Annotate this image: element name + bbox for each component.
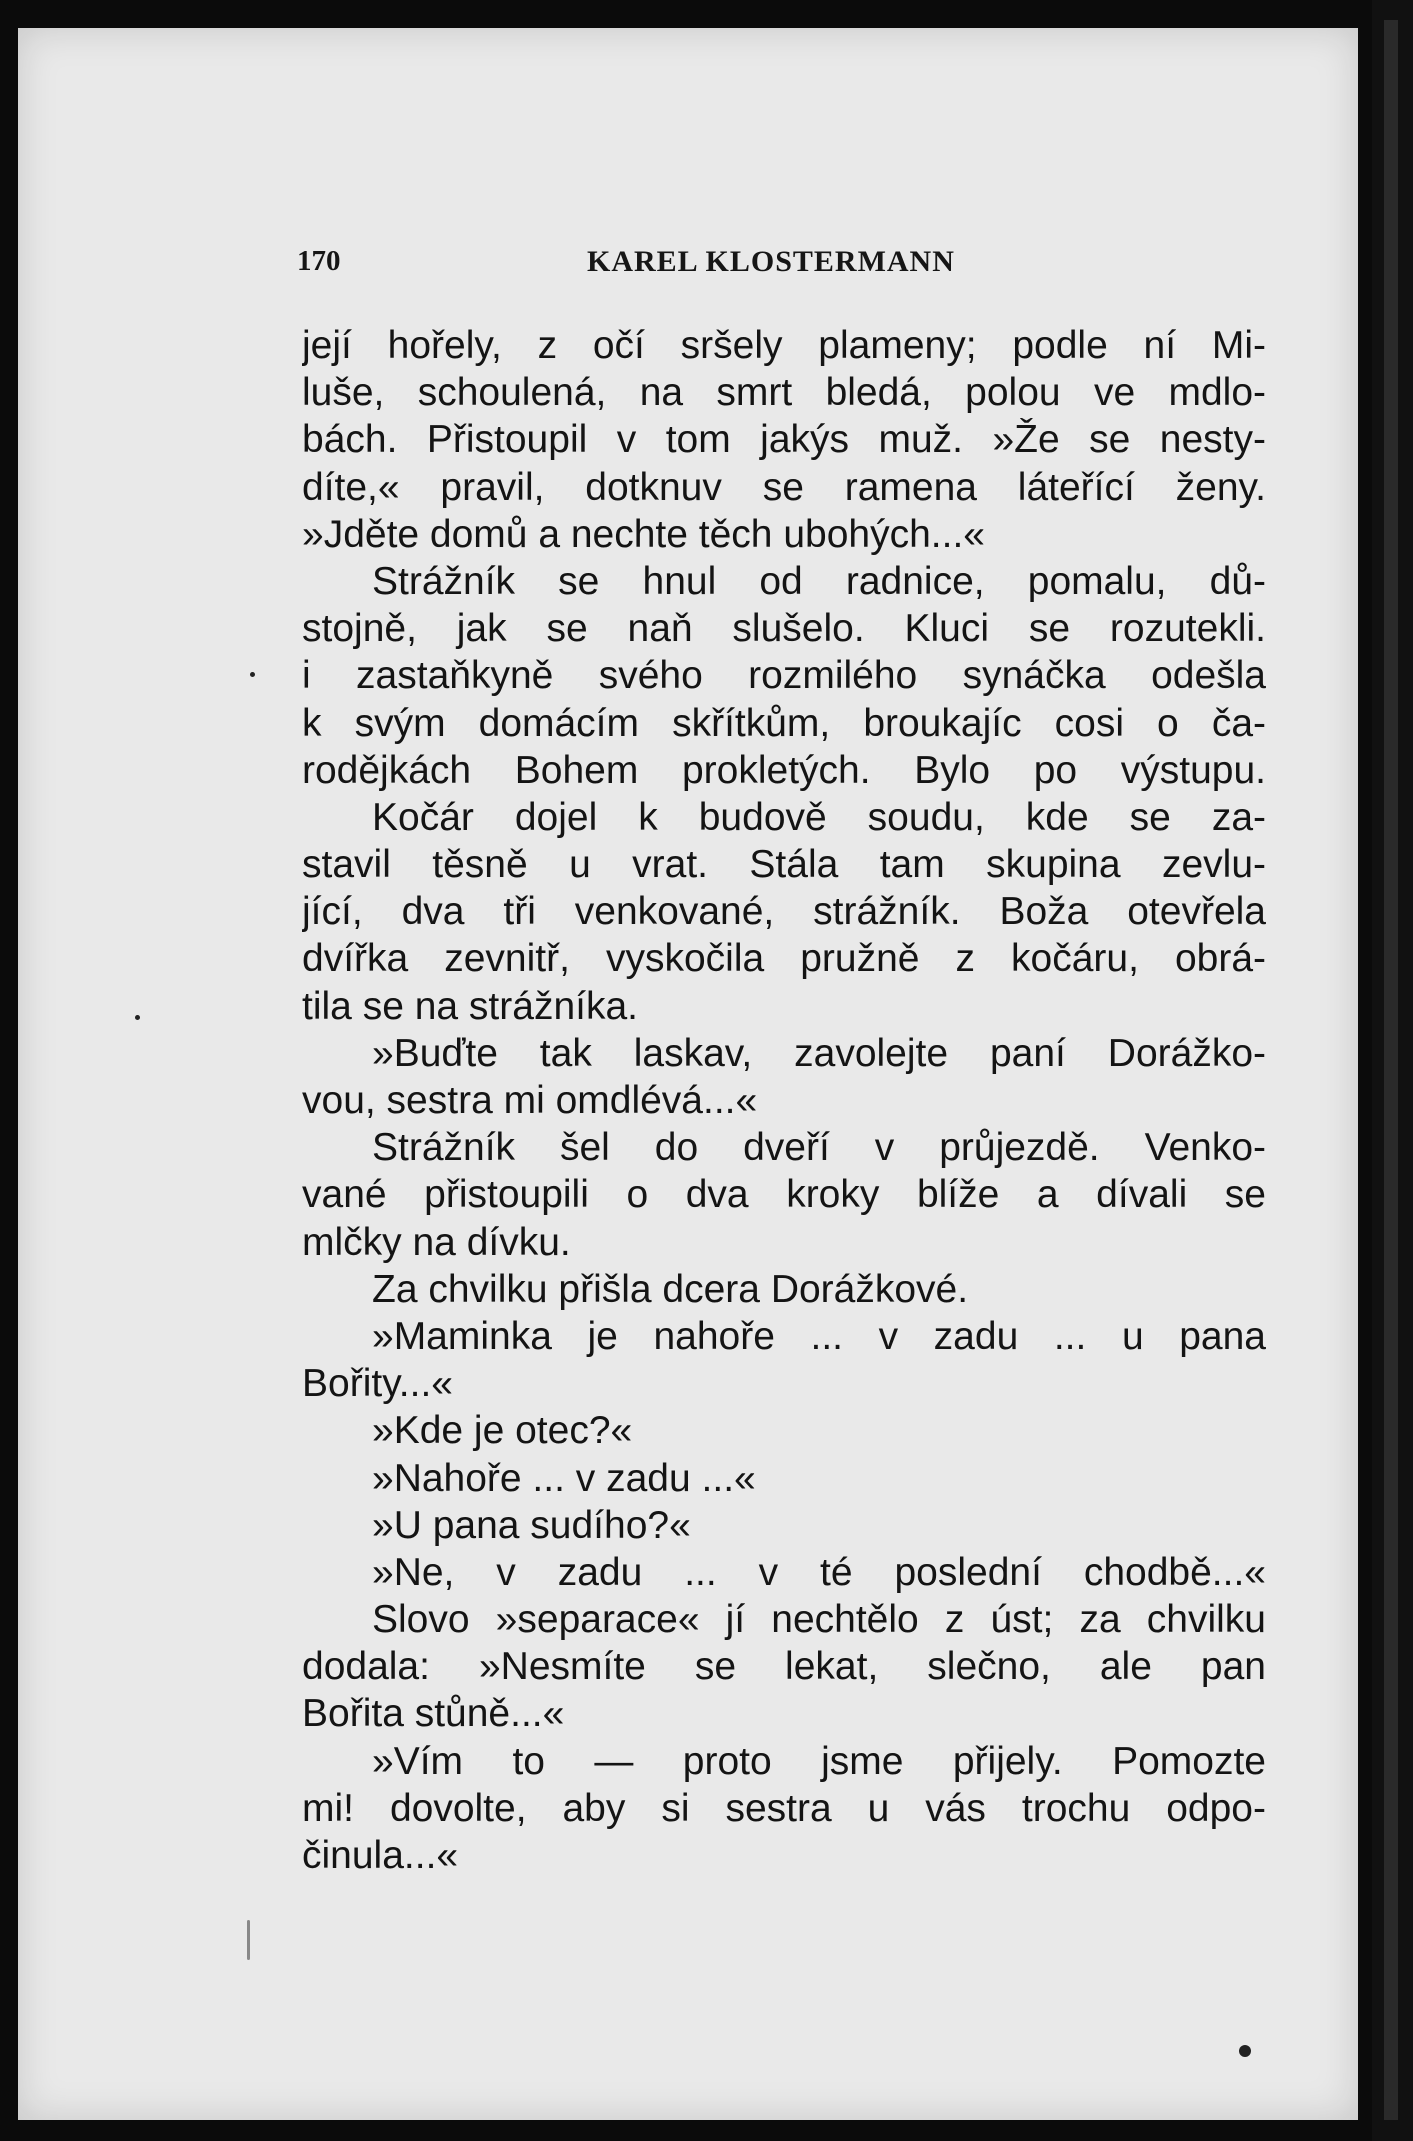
text-line: »Ne, v zadu ... v té poslední chodbě...« bbox=[372, 1550, 1266, 1594]
text-line: Bořity...« bbox=[302, 1362, 453, 1406]
text-line: Za chvilku přišla dcera Dorážkové. bbox=[372, 1267, 969, 1311]
body-text bbox=[302, 322, 1266, 1879]
speck-mark bbox=[135, 1015, 140, 1020]
text-line: »Maminka je nahoře ... v zadu ... u pana bbox=[372, 1314, 1266, 1358]
text-line: Slovo »separace« jí nechtělo z úst; za chvilku bbox=[372, 1598, 1266, 1642]
page-edge bbox=[1372, 0, 1413, 2141]
text-line: »Buďte tak laskav, zavolejte paní Dorážko- bbox=[372, 1031, 1266, 1075]
text-line: dodala: »Nesmíte se lekat, slečno, ale pan bbox=[302, 1645, 1266, 1689]
text-line: Strážník se hnul od radnice, pomalu, dů- bbox=[372, 559, 1266, 603]
text-line: »Kde je otec?« bbox=[372, 1409, 633, 1453]
text-line: vané přistoupili o dva kroky blíže a dívali se bbox=[302, 1173, 1266, 1217]
speck-mark bbox=[250, 672, 255, 677]
text-line: mlčky na dívku. bbox=[302, 1220, 571, 1264]
text-line: činula...« bbox=[302, 1834, 459, 1877]
page-header bbox=[297, 245, 1267, 285]
text-line: stavil těsně u vrat. Stála tam skupina zevlu- bbox=[302, 843, 1266, 887]
text-line: Strážník šel do dveří v průjezdě. Venko- bbox=[372, 1126, 1266, 1170]
text-line: Kočár dojel k budově soudu, kde se za- bbox=[372, 795, 1266, 839]
text-line: luše, schoulená, na smrt bledá, polou ve mdlo- bbox=[302, 371, 1266, 415]
running-head: KAREL KLOSTERMANN bbox=[587, 245, 955, 278]
page-edge-inner bbox=[1384, 20, 1398, 2120]
text-line: »U pana sudího?« bbox=[372, 1503, 691, 1547]
text-line: tila se na strážníka. bbox=[302, 984, 638, 1028]
text-line: její hořely, z očí sršely plameny; podle ní Mi- bbox=[302, 324, 1266, 367]
text-line: jící, dva tři venkované, strážník. Boža otevřela bbox=[302, 890, 1266, 934]
text-line: »Jděte domů a nechte těch ubohých...« bbox=[302, 512, 985, 556]
text-line: k svým domácím skřítkům, broukajíc cosi o ča- bbox=[302, 701, 1266, 745]
page-number: 170 bbox=[297, 245, 341, 277]
text-line: dvířka zevnitř, vyskočila pružně z kočáru, obrá- bbox=[302, 937, 1266, 981]
text-line: i zastaňkyně svého rozmilého synáčka odešla bbox=[302, 654, 1266, 698]
text-line: »Nahoře ... v zadu ...« bbox=[372, 1456, 756, 1500]
text-line: bách. Přistoupil v tom jakýs muž. »Že se nesty- bbox=[302, 418, 1266, 462]
text-line: Bořita stůně...« bbox=[302, 1692, 565, 1736]
speck-mark bbox=[247, 1920, 250, 1960]
text-line: »Vím to — proto jsme přijely. Pomozte bbox=[372, 1739, 1266, 1783]
text-line: mi! dovolte, aby si sestra u vás trochu odpo- bbox=[302, 1786, 1266, 1830]
speck-mark bbox=[1239, 2045, 1251, 2057]
text-line: rodějkách Bohem prokletých. Bylo po výstupu. bbox=[302, 748, 1266, 792]
text-line: stojně, jak se naň slušelo. Kluci se rozutekli. bbox=[302, 607, 1266, 651]
text-line: díte,« pravil, dotknuv se ramena láteřící ženy. bbox=[302, 465, 1266, 509]
text-line: vou, sestra mi omdlévá...« bbox=[302, 1079, 758, 1122]
